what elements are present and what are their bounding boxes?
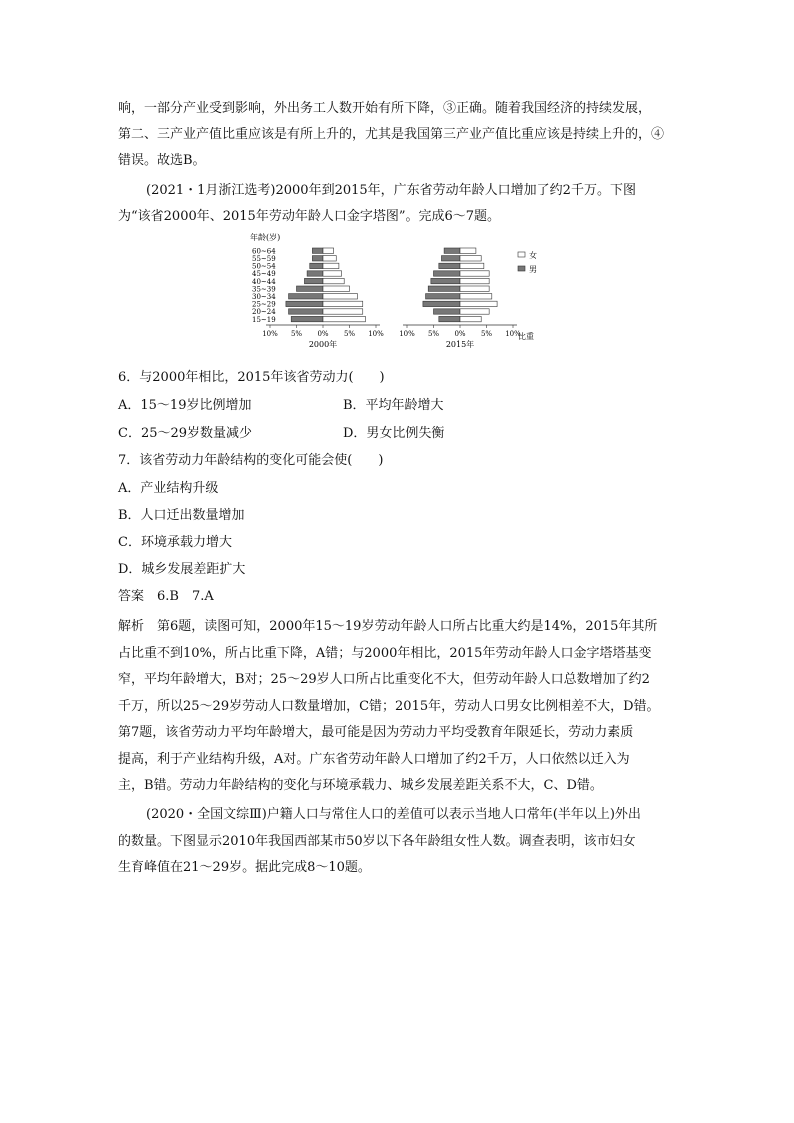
text-line: 响，一部分产业受到影响，外出务工人数开始有所下降，③正确。随着我国经济的持续发展， (118, 101, 652, 116)
x-tick-label: 0% (317, 330, 329, 338)
x-tick-label: 10% (505, 330, 521, 338)
age-group-label: 50~54 (252, 262, 276, 271)
x-tick-label: 5% (480, 330, 493, 338)
male-bar (434, 309, 461, 314)
male-bar (291, 316, 323, 321)
x-tick-label: 5% (290, 330, 303, 338)
legend-female-swatch (518, 252, 525, 257)
text-line: 第二、三产业产值比重应该是有所上升的，尤其是我国第三产业产值比重应该是持续上升的，④ (118, 127, 665, 142)
female-bar (460, 263, 484, 268)
legend-male-label: 男 (529, 265, 537, 274)
age-group-label: 35~39 (252, 285, 276, 294)
male-bar (286, 301, 323, 306)
text-line: 窄，平均年龄增大，B对；25～29岁人口所占比重变化不大，但劳动年龄人口总数增加了约2 (118, 672, 650, 687)
y-axis-label: 年龄(岁) (250, 233, 281, 242)
female-bar (323, 248, 334, 253)
x-tick-label: 0% (454, 330, 466, 338)
female-bar (460, 294, 492, 299)
male-bar (289, 294, 323, 299)
text-line: 为“该省2000年、2015年劳动年龄人口金字塔图”。完成6～7题。 (118, 209, 501, 224)
next-question-intro (118, 802, 683, 882)
female-bar (460, 286, 489, 291)
female-bar (460, 256, 481, 261)
x-tick-label: 5% (427, 330, 440, 338)
text-line: 生育峰值在21～29岁。据此完成8～10题。 (118, 860, 371, 875)
legend-female-label: 女 (529, 251, 537, 260)
x-tick-label: 10% (368, 330, 384, 338)
x-tick-label: 5% (343, 330, 356, 338)
chart-year-label: 2000年 (308, 340, 338, 349)
male-bar (428, 286, 460, 291)
age-group-label: 45~49 (252, 270, 276, 279)
question-7-stem: 7．该省劳动力年龄结构的变化可能会使( ) (118, 453, 384, 468)
q6-option-a: A．15～19岁比例增加 (118, 398, 252, 413)
male-bar (312, 256, 323, 261)
x-axis-label: 比重 (518, 332, 534, 341)
age-group-label: 55~59 (252, 255, 276, 263)
male-bar (289, 309, 323, 314)
q7-option-a: A．产业结构升级 (118, 481, 219, 496)
legend-male-swatch (518, 266, 525, 271)
text-line: 千万，所以25～29岁劳动人口数量增加，C错；2015年，劳动人口男女比例相差不大，D错。 (118, 698, 660, 714)
female-bar (460, 309, 489, 314)
female-bar (323, 286, 350, 291)
male-bar (297, 286, 324, 291)
text-line: (2020・全国文综Ⅲ)户籍人口与常住人口的差值可以表示当地人口常年(半年以上)外出 (146, 807, 641, 822)
female-bar (323, 301, 363, 306)
male-bar (441, 256, 460, 261)
q7-option-c: C．环境承载力增大 (118, 535, 232, 550)
female-bar (323, 278, 344, 283)
age-group-label: 15~19 (252, 315, 276, 324)
text-line: 第7题，该省劳动力平均年龄增大，最可能是因为劳动力平均受教育年限延长，劳动力素质 (118, 725, 634, 740)
female-bar (323, 316, 365, 321)
age-group-label: 30~34 (252, 293, 276, 301)
female-bar (323, 309, 363, 314)
age-group-label: 20~24 (252, 308, 276, 317)
male-bar (439, 316, 460, 321)
male-bar (426, 294, 460, 299)
male-bar (434, 271, 461, 276)
text-line: 的数量。下图显示2010年我国西部某市50岁以下各年龄组女性人数。调查表明，该市妇女 (118, 833, 636, 849)
text-line: 占比重不到10%，所占比重下降，A错；与2000年相比，2015年劳动年龄人口金字塔塔基变 (118, 645, 652, 661)
analysis (118, 614, 683, 800)
x-tick-label: 10% (399, 330, 415, 338)
paragraph-continuation (118, 96, 683, 174)
female-bar (460, 271, 489, 276)
text-line: 主，B错。劳动力年龄结构的变化与环境承载力、城乡发展差距关系不大，C、D错。 (118, 778, 603, 793)
answer: 答案 6.B 7.A (118, 589, 214, 604)
population-pyramid-chart (250, 228, 550, 366)
q7-option-b: B．人口迁出数量增加 (118, 508, 245, 523)
age-group-label: 40~44 (252, 277, 276, 286)
text-line: 提高，利于产业结构升级，A对。广东省劳动年龄人口增加了约2千万，人口依然以迁入为 (118, 751, 630, 767)
question-intro (118, 178, 683, 230)
age-group-label: 25~29 (252, 300, 276, 309)
female-bar (323, 256, 336, 261)
male-bar (307, 271, 323, 276)
male-bar (444, 248, 460, 253)
chart-year-label: 2015年 (445, 340, 475, 349)
text-line: 错误。故选B。 (118, 153, 206, 168)
female-bar (460, 301, 497, 306)
female-bar (460, 316, 481, 321)
female-bar (323, 294, 357, 299)
male-bar (312, 248, 323, 253)
age-group-label: 60~64 (252, 247, 276, 256)
x-tick-label: 10% (262, 330, 278, 338)
q7-option-d: D．城乡发展差距扩大 (118, 562, 246, 577)
q6-option-d: D．男女比例失衡 (343, 426, 445, 441)
male-bar (423, 301, 460, 306)
question-6-stem: 6．与2000年相比，2015年该省劳动力( ) (118, 370, 385, 385)
male-bar (304, 278, 323, 283)
female-bar (323, 263, 339, 268)
female-bar (323, 271, 342, 276)
female-bar (460, 278, 489, 283)
text-line: (2021・1月浙江选考)2000年到2015年，广东省劳动年龄人口增加了约2千万。下图 (146, 183, 636, 198)
q6-option-b: B．平均年龄增大 (343, 398, 444, 413)
male-bar (431, 278, 460, 283)
male-bar (310, 263, 323, 268)
female-bar (460, 248, 476, 253)
text-line: 解析 第6题，读图可知，2000年15～19岁劳动年龄人口所占比重大约是14%，2015年其所 (118, 619, 658, 634)
q6-option-c: C．25～29岁数量减少 (118, 426, 253, 441)
male-bar (439, 263, 460, 268)
